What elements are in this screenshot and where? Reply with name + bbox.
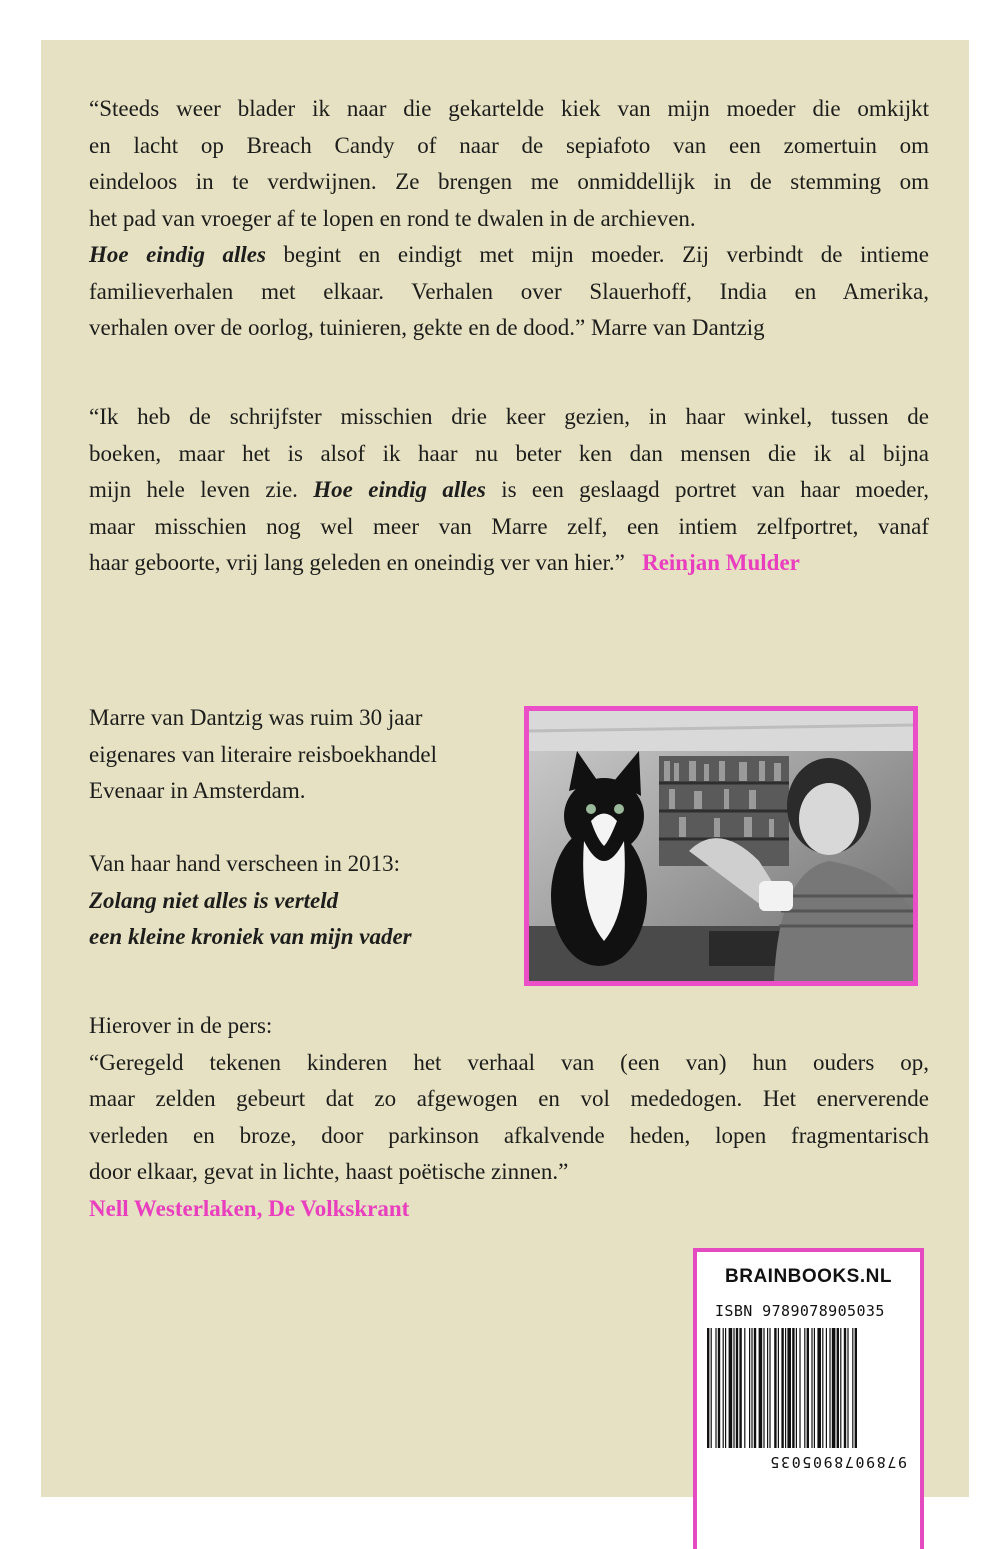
previous-book-subtitle: een kleine kroniek van mijn vader xyxy=(89,924,412,949)
barcode-bar xyxy=(729,1328,733,1448)
press-heading: Hierover in de pers: xyxy=(89,1013,273,1038)
barcode-bar xyxy=(844,1328,846,1448)
quote-line: mijn hele leven zie. Hoe eindig alles is een geslaagd portret van haar moeder, xyxy=(89,477,929,502)
barcode-bar xyxy=(751,1328,752,1448)
barcode-bar xyxy=(778,1328,779,1448)
barcode-bar xyxy=(774,1328,776,1448)
quote-line: boeken, maar het is alsof ik haar nu beter ken dan mensen die ik al bijna xyxy=(89,440,929,466)
barcode-bar xyxy=(847,1328,848,1448)
quote-line: verhalen over de oorlog, tuinieren, gekte en de dood.” Marre van Dantzig xyxy=(89,315,765,340)
barcode-bar xyxy=(787,1328,791,1448)
barcode-bar xyxy=(811,1328,812,1448)
barcode-bar xyxy=(817,1328,821,1448)
bio-line: Van haar hand verscheen in 2013: xyxy=(89,851,401,876)
quote-line: Hoe eindig alles begint en eindigt met mijn moeder. Zij verbindt de intieme xyxy=(89,242,929,267)
quote-line: en lacht op Breach Candy of naar de sepiafoto van een zomertuin om xyxy=(89,132,929,158)
barcode-bar xyxy=(759,1328,763,1448)
barcode-bar xyxy=(837,1328,839,1448)
isbn-digits: 9789078905035 xyxy=(768,1453,907,1471)
barcode-bar xyxy=(767,1328,768,1448)
barcode-bar xyxy=(852,1328,853,1448)
barcode-bar xyxy=(715,1328,716,1448)
barcode-bar xyxy=(840,1328,841,1448)
isbn-label: ISBN 9789078905035 xyxy=(715,1302,885,1320)
press-line: “Geregeld tekenen kinderen het verhaal van (een van) hun ouders op, xyxy=(89,1049,929,1075)
author-bio xyxy=(89,700,509,956)
barcode-bar xyxy=(804,1328,805,1448)
quote-line: “Steeds weer blader ik naar die gekartelde kiek van mijn moeder die omkijkt xyxy=(89,96,929,121)
barcode-bar xyxy=(781,1328,783,1448)
book-title: Hoe eindig alles xyxy=(89,242,266,267)
barcode-bar xyxy=(826,1328,827,1448)
press-line: maar zelden gebeurt dat zo afgewogen en vol mededogen. Het enerverende xyxy=(89,1086,929,1111)
barcode-bar xyxy=(769,1328,770,1448)
barcode-bar xyxy=(707,1328,709,1448)
barcode-bar xyxy=(814,1328,815,1448)
barcode-image xyxy=(707,1328,912,1448)
barcode-bar xyxy=(711,1328,712,1448)
bio-line: Evenaar in Amsterdam. xyxy=(89,778,306,803)
bio-line: Marre van Dantzig was ruim 30 jaar xyxy=(89,705,423,730)
press-line: verleden en broze, door parkinson afkalvende heden, lopen fragmentarisch xyxy=(89,1122,929,1148)
barcode-bar xyxy=(799,1328,800,1448)
press-section xyxy=(89,1008,929,1227)
barcode-bar xyxy=(829,1328,830,1448)
barcode-panel xyxy=(693,1248,924,1549)
previous-book-title: Zolang niet alles is verteld xyxy=(89,887,339,913)
barcode-bar xyxy=(855,1328,857,1448)
barcode-bar xyxy=(796,1328,797,1448)
barcode-bar xyxy=(736,1328,738,1448)
quote-line: haar geboorte, vrij lang geleden en oneindig ver van hier.” Reinjan Mulder xyxy=(89,550,800,575)
review-author: Reinjan Mulder xyxy=(642,550,800,575)
quote-line: familieverhalen met elkaar. Verhalen over Slauerhoff, India en Amerika, xyxy=(89,278,929,304)
barcode-bar xyxy=(785,1328,786,1448)
review-quote xyxy=(89,399,929,582)
quote-line: “Ik heb de schrijfster misschien drie keer gezien, in haar winkel, tussen de xyxy=(89,404,929,429)
barcode-bar xyxy=(718,1328,720,1448)
quote-line: eindeloos in te verdwijnen. Ze brengen me onmiddellijk in de stemming om xyxy=(89,169,929,194)
barcode-bar xyxy=(749,1328,750,1448)
quote-line: het pad van vroeger af te lopen en rond te dwalen in de archieven. xyxy=(89,205,696,231)
book-title: Hoe eindig alles xyxy=(313,477,486,502)
press-line: door elkaar, gevat in lichte, haast poëtische zinnen.” xyxy=(89,1159,569,1184)
barcode-bar xyxy=(807,1328,809,1448)
barcode-bar xyxy=(723,1328,724,1448)
author-with-cat-image xyxy=(529,711,913,981)
barcode-bar xyxy=(822,1328,823,1448)
press-source: Nell Westerlaken, De Volkskrant xyxy=(89,1195,410,1221)
bio-line: eigenares van literaire reisboekhandel xyxy=(89,741,438,767)
quote-line: maar misschien nog wel meer van Marre zelf, een intiem zelfportret, vanaf xyxy=(89,513,929,539)
barcode-bar xyxy=(832,1328,836,1448)
barcode-bar xyxy=(739,1328,741,1448)
author-photo xyxy=(524,706,918,986)
author-quote xyxy=(89,91,929,347)
barcode-bar xyxy=(792,1328,794,1448)
barcode-bar xyxy=(725,1328,726,1448)
publisher-website: BRAINBOOKS.NL xyxy=(725,1266,892,1287)
barcode-bar xyxy=(744,1328,745,1448)
barcode-bar xyxy=(763,1328,764,1448)
barcode-bar xyxy=(733,1328,734,1448)
barcode-bar xyxy=(754,1328,756,1448)
